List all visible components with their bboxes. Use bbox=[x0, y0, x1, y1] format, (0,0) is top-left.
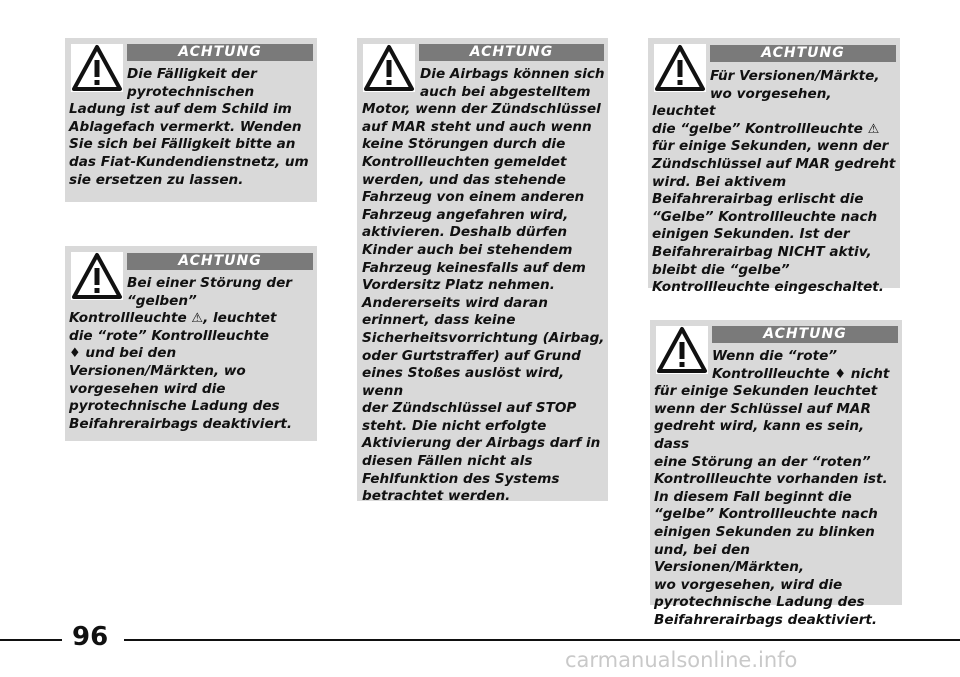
text-line: “gelbe” Kontrollleuchte nach bbox=[654, 506, 878, 523]
text-line: die “rote” Kontrollleuchte bbox=[69, 327, 270, 344]
warning-text bbox=[69, 66, 315, 189]
text-line: pyrotechnische Ladung des bbox=[654, 594, 865, 611]
text-line: für einige Sekunden, wenn der bbox=[652, 138, 889, 155]
text-line: eine Störung an der “roten” bbox=[654, 453, 871, 470]
text-line: für einige Sekunden leuchtet bbox=[654, 383, 878, 400]
text-line: vorgesehen wird die bbox=[69, 380, 226, 397]
text-line: Vordersitz Platz nehmen. bbox=[362, 277, 555, 294]
text-line: wird. Bei aktivem bbox=[652, 173, 787, 190]
text-line: In diesem Fall beginnt die bbox=[654, 488, 852, 505]
text-line: Wenn die “rote” bbox=[712, 348, 838, 364]
text-line: Andererseits wird daran bbox=[362, 294, 548, 311]
text-line: pyrotechnischen bbox=[127, 83, 255, 100]
text-line: und, bei den Versionen/Märkten, bbox=[654, 541, 805, 576]
page-number: 96 bbox=[72, 622, 109, 652]
text-line: Beifahrerairbag NICHT aktiv, bbox=[652, 243, 872, 260]
text-line: wenn der Schlüssel auf MAR bbox=[654, 400, 871, 417]
text-line: und bei den bbox=[80, 345, 177, 362]
text-line: Kontrollleuchte eingeschaltet. bbox=[652, 279, 884, 296]
text-line: gedreht wird, kann es sein, dass bbox=[654, 418, 865, 452]
text-line: der Zündschlüssel auf STOP bbox=[362, 400, 577, 417]
text-line: Kinder auch bei stehendem bbox=[362, 241, 573, 258]
text-line: wo vorgesehen, wird die bbox=[654, 576, 843, 593]
text-line: Die Fälligkeit der bbox=[127, 66, 257, 82]
airbag-warning-icon: ♦ bbox=[834, 366, 847, 382]
text-line: bleibt die “gelbe” bbox=[652, 261, 790, 278]
warning-box-versionen bbox=[648, 38, 900, 296]
passenger-airbag-off-icon: ⚠ bbox=[867, 121, 880, 137]
footer-rule-left bbox=[0, 639, 62, 641]
text-line: eines Stoßes auslöst wird, wenn bbox=[362, 365, 565, 399]
text-line: Fehlfunktion des Systems bbox=[362, 470, 560, 487]
text-line: Die Airbags können sich bbox=[420, 66, 605, 82]
text-line: Kontrollleuchte bbox=[712, 365, 835, 382]
warning-text bbox=[362, 66, 607, 506]
passenger-airbag-off-icon: ⚠ bbox=[191, 311, 204, 327]
text-line: Ladung ist auf dem Schild im bbox=[69, 101, 292, 118]
text-line: Motor, wenn der Zündschlüssel bbox=[362, 101, 601, 118]
text-line: Zündschlüssel auf MAR gedreht bbox=[652, 155, 896, 172]
text-line: die “gelbe” Kontrollleuchte bbox=[652, 120, 868, 137]
text-line: nicht bbox=[846, 365, 890, 382]
warning-box-rote bbox=[650, 320, 902, 628]
text-line: Fahrzeug von einem anderen bbox=[362, 189, 585, 206]
text-line: Bei einer Störung der bbox=[127, 275, 292, 291]
text-line: diesen Fällen nicht als bbox=[362, 453, 533, 470]
text-line: keine Störungen durch die bbox=[362, 136, 566, 153]
text-line: Sicherheitsvorrichtung (Airbag, bbox=[362, 329, 605, 346]
airbag-warning-icon: ♦ bbox=[69, 346, 81, 362]
text-line: einigen Sekunden. Ist der bbox=[652, 226, 850, 243]
text-line: oder Gurtstraffer) auf Grund bbox=[362, 347, 581, 364]
text-line: Sie sich bei Fälligkeit bitte an bbox=[69, 136, 296, 153]
warning-banner: ACHTUNG bbox=[419, 44, 604, 61]
text-line: das Fiat-Kundendienstnetz, um bbox=[69, 153, 309, 170]
warning-banner: ACHTUNG bbox=[127, 44, 313, 61]
text-line: Für Versionen/Märkte, bbox=[710, 68, 880, 84]
text-line: “gelben” bbox=[127, 292, 197, 309]
text-line: steht. Die nicht erfolgte bbox=[362, 417, 547, 434]
text-line: aktivieren. Deshalb dürfen bbox=[362, 224, 568, 241]
text-line: pyrotechnische Ladung des bbox=[69, 398, 280, 415]
text-line: Ablagefach vermerkt. Wenden bbox=[69, 118, 302, 135]
text-line: “Gelbe” Kontrollleuchte nach bbox=[652, 208, 878, 225]
text-line: Versionen/Märkten, wo bbox=[69, 362, 246, 379]
warning-banner: ACHTUNG bbox=[710, 45, 896, 62]
text-line: werden, und das stehende bbox=[362, 171, 566, 188]
text-line: Aktivierung der Airbags darf in bbox=[362, 435, 601, 452]
footer-rule-right bbox=[124, 639, 960, 641]
warning-box-störung-gelben bbox=[65, 246, 317, 441]
warning-box-fälligkeit bbox=[65, 38, 317, 202]
text-line: Beifahrerairbag erlischt die bbox=[652, 191, 864, 208]
warning-text bbox=[652, 68, 898, 297]
text-line: , leuchtet bbox=[203, 310, 277, 327]
watermark: carmanualsonline.info bbox=[565, 648, 798, 672]
text-line: wo vorgesehen, leuchtet bbox=[652, 85, 832, 120]
text-line: Kontrollleuchte bbox=[69, 310, 192, 327]
text-line: sie ersetzen zu lassen. bbox=[69, 171, 244, 188]
text-line: erinnert, dass keine bbox=[362, 312, 516, 329]
text-line: Beifahrerairbags deaktiviert. bbox=[654, 611, 878, 628]
warning-text bbox=[69, 275, 315, 433]
warning-banner: ACHTUNG bbox=[712, 326, 898, 343]
text-line: Fahrzeug angefahren wird, bbox=[362, 206, 569, 223]
text-line: auch bei abgestelltem bbox=[420, 83, 591, 100]
text-line: Beifahrerairbags deaktiviert. bbox=[69, 415, 293, 432]
text-line: Kontrollleuchten gemeldet bbox=[362, 153, 567, 170]
warning-box-airbags bbox=[357, 38, 608, 505]
text-line: betrachtet werden. bbox=[362, 488, 511, 505]
text-line: auf MAR steht und auch wenn bbox=[362, 118, 592, 135]
warning-banner: ACHTUNG bbox=[127, 253, 313, 270]
text-line: einigen Sekunden zu blinken bbox=[654, 523, 875, 540]
text-line: Kontrollleuchte vorhanden ist. bbox=[654, 471, 888, 488]
warning-text bbox=[654, 348, 900, 630]
text-line: Fahrzeug keinesfalls auf dem bbox=[362, 259, 586, 276]
